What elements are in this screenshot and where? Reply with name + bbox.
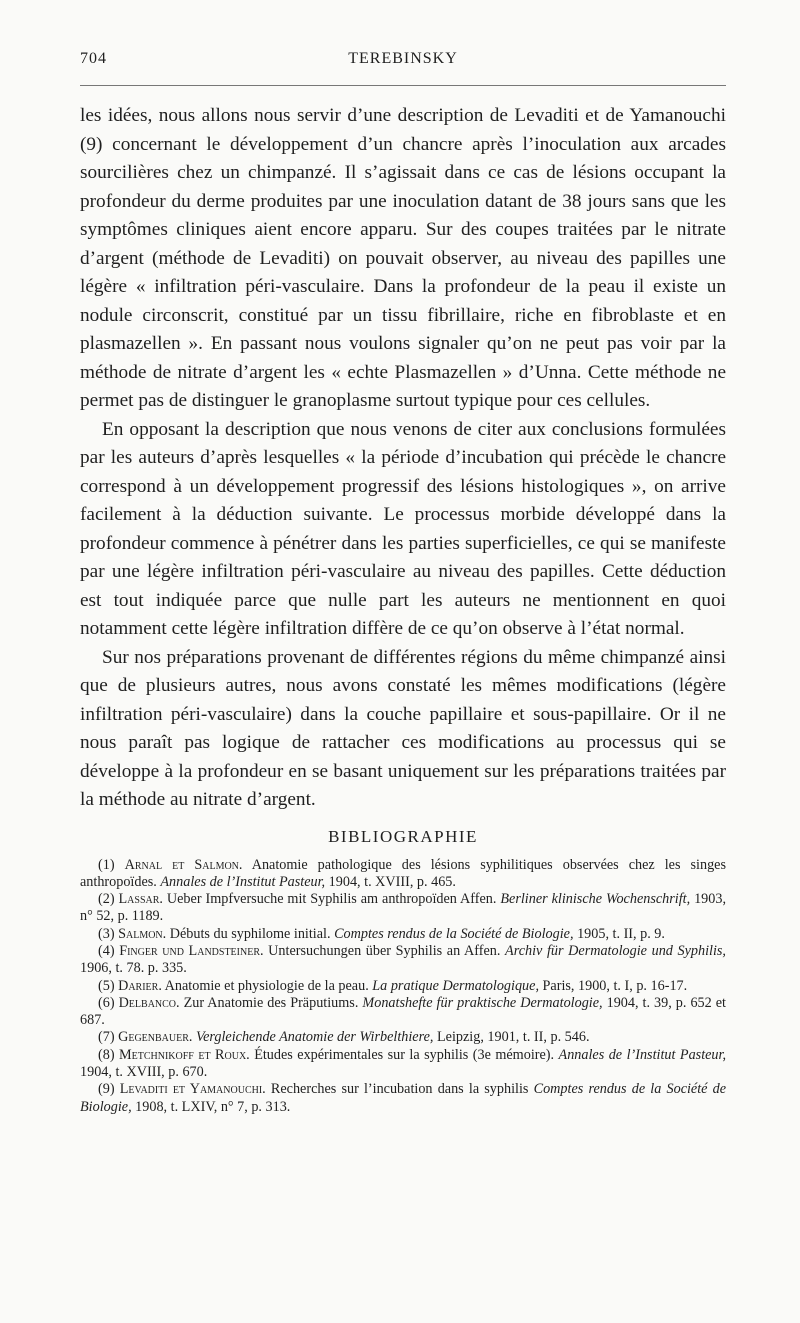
reference-title: Untersuchungen über Syphilis an Affen. [263,942,506,959]
reference-authors: Arnal et Salmon. [124,856,243,873]
reference-item [80,943,726,978]
page-header [80,50,726,78]
page-number: 704 [80,50,107,67]
reference-number: (2) [98,891,115,908]
header-rule [80,85,726,86]
reference-number: (7) [98,1029,115,1046]
reference-authors: Delbanco. [118,994,180,1011]
reference-authors: Gegenbauer. [118,1029,193,1046]
reference-journal: Berliner klinische Wochenschrift, [500,891,691,908]
reference-item [80,891,726,926]
reference-item [80,978,726,995]
reference-item [80,926,726,943]
reference-title: Anatomie et physiologie de la peau. [161,977,373,994]
reference-details: 1903, n° 52, p. 1189. [80,891,727,925]
running-title: TEREBINSKY [348,50,458,67]
reference-details: 1908, t. LXIV, n° 7, p. 313. [131,1098,291,1115]
reference-title: Débuts du syphilome initial. [166,925,335,942]
reference-item [80,1081,726,1116]
bibliography-list [80,857,726,1116]
reference-title: Recherches sur l’incubation dans la syphilis [265,1081,534,1098]
paragraph: Sur nos préparations provenant de différentes régions du même chimpanzé ainsi que de plusieurs autres, nous avons constaté les mêmes modifications (légère infiltration péri-vasculaire) dans la couche papillaire et sous-papillaire. Or il ne nous paraît pas logique de rattacher ces modifications au processus qui se développe à la profondeur en se basant uniquement sur les préparations traitées par la méthode au nitrate d’argent. [80,646,726,810]
reference-journal: La pratique Dermatologique, [372,977,539,994]
paragraph: les idées, nous allons nous servir d’une description de Levaditi et de Yamanouchi (9) concernant le développement d’un chancre après l’inoculation aux arcades sourcilières chez un chimpanzé. Il s’agissait dans ce cas de lésions occupant la profondeur du derme produites par une inoculation datant de 38 jours sans que les symptômes cliniques aient encore apparu. Sur des coupes traitées par le nitrate d’argent (méthode de Levaditi) on pouvait observer, au niveau des papilles une légère « infiltration péri-vasculaire. Dans la profondeur de la peau il existe un nodule circonscrit, constitué par un tissu fibrillaire, riche en fibroblaste et en plasmazellen ». En passant nous voulons signaler qu’on ne peut pas voir par la méthode de nitrate d’argent les « echte Plasmazellen » d’Unna. Cette méthode ne permet pas de distinguer le granoplasme surtout typique pour ces cellules. [80,105,726,411]
reference-number: (1) [98,856,115,873]
reference-number: (6) [98,994,115,1011]
reference-journal: Annales de l’Institut Pasteur, [160,873,326,890]
reference-item [80,1047,726,1082]
reference-details: 1905, t. II, p. 9. [573,925,665,942]
reference-authors: Levaditi et Yamanouchi. [119,1081,266,1098]
reference-details: Paris, 1900, t. I, p. 16-17. [539,977,688,994]
reference-journal: Comptes rendus de la Société de Biologie, [334,925,574,942]
reference-number: (3) [98,925,115,942]
reference-journal: Comptes rendus de la Société de Biologie, [80,1081,727,1115]
reference-number: (5) [98,977,115,994]
reference-authors: Lassar. [118,891,163,908]
reference-journal: Vergleichende Anatomie der Wirbelthiere, [196,1029,434,1046]
reference-details: 1904, t. XVIII, p. 465. [325,873,456,890]
reference-number: (4) [98,942,115,959]
reference-item [80,857,726,892]
reference-authors: Finger und Landsteiner. [119,942,264,959]
body-text [80,102,726,1116]
reference-item [80,995,726,1030]
reference-journal: Annales de l’Institut Pasteur, [558,1046,727,1063]
reference-journal: Monatshefte für praktische Dermatologie, [362,994,603,1011]
reference-title: Anatomie pathologique des lésions syphilitiques observées chez les singes anthropoïdes. [80,856,727,890]
reference-details: 1904, t. 39, p. 652 et 687. [80,994,726,1029]
reference-number: (9) [98,1081,115,1098]
reference-title: Zur Anatomie des Präputiums. [179,994,363,1011]
reference-authors: Metchnikoff et Roux. [119,1046,250,1063]
reference-authors: Darier. [118,977,162,994]
reference-title: Études expérimentales sur la syphilis (3e mémoire). [249,1046,559,1063]
reference-title: Ueber Impfversuche mit Syphilis am anthropoïden Affen. [162,891,501,908]
reference-details: 1904, t. XVIII, p. 670. [80,1064,208,1081]
page [80,50,727,1115]
reference-details: 1906, t. 78. p. 335. [80,960,187,977]
reference-journal: Archiv für Dermatologie und Syphilis, [505,942,726,959]
reference-item [80,1029,726,1046]
reference-number: (8) [98,1046,115,1063]
paragraph: En opposant la description que nous venons de citer aux conclusions formulées par les auteurs d’après lesquelles « la période d’incubation qui précède le chancre correspond à un développement progressif des lésions histologiques », on arrive facilement à la déduction suivante. Le processus morbide développé dans la profondeur commence à pénétrer dans les parties superficielles, ce qui se manifeste par une légère infiltration péri-vasculaire au niveau des papilles. Cette déduction est tout indiquée parce que nulle part les auteurs ne mentionnent en quoi notamment cette légère infiltration diffère de ce qu’on observe à l’état normal. [80,418,726,639]
reference-authors: Salmon. [118,925,167,942]
bibliography-title: BIBLIOGRAPHIE [328,826,478,846]
reference-details: Leipzig, 1901, t. II, p. 546. [433,1029,590,1046]
